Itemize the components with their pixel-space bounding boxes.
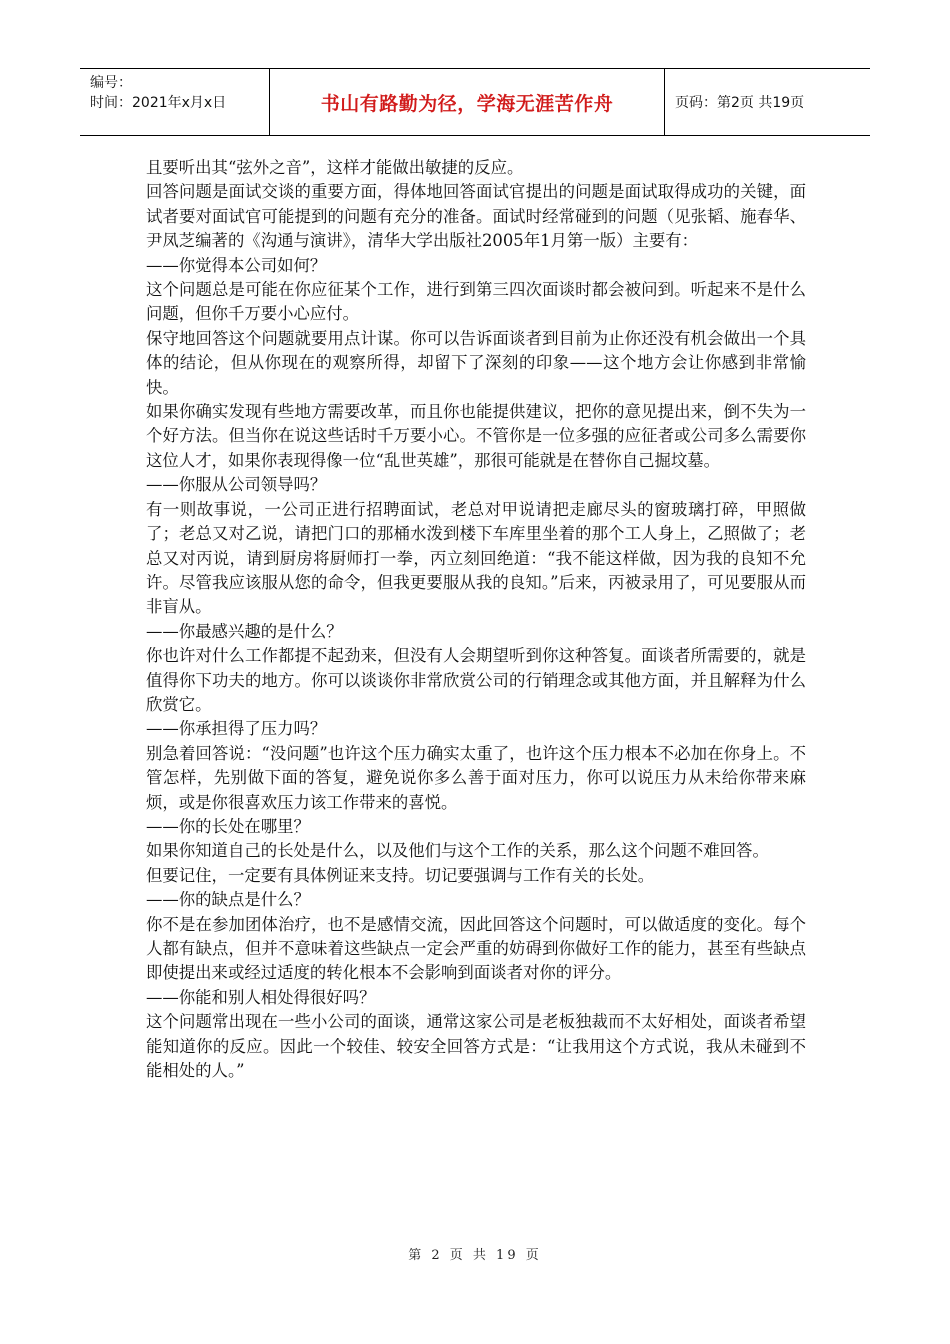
paragraph: 这个问题常出现在一些小公司的面谈，通常这家公司是老板独裁而不太好相处，面谈者希望能知道你的反应。因此一个较佳、较安全回答方式是：“让我用这个方式说，我从未碰到不能相处的人。” — [146, 1012, 806, 1081]
paragraph: 这个问题总是可能在你应征某个工作，进行到第三四次面谈时都会被问到。听起来不是什么问题，但你千万要小心应付。 — [146, 280, 806, 324]
header-page-info: 页码：第2页 共19页 — [675, 95, 805, 111]
page-header — [80, 68, 870, 136]
page-footer: 第 2 页 共 19 页 — [408, 1248, 542, 1263]
paragraph: 如果你确实发现有些地方需要改革，而且你也能提供建议，把你的意见提出来，倒不失为一个好方法。但当你在说这些话时千万要小心。不管你是一位多强的应征者或公司多么需要你这位人才，如果你表现得像一位“乱世英雄”，那很可能就是在替你自己掘坟墓。 — [146, 402, 806, 470]
paragraph: 你不是在参加团体治疗，也不是感情交流，因此回答这个问题时，可以做适度的变化。每个人都有缺点，但并不意味着这些缺点一定会严重的妨碍到你做好工作的能力，甚至有些缺点即使提出来或经过适度的转化根本不会影响到面谈者对你的评分。 — [146, 914, 806, 983]
question-heading: ——你承担得了压力吗？ — [146, 719, 327, 739]
header-motto: 书山有路勤为径，学海无涯苦作舟 — [270, 69, 665, 135]
paragraph: 且要听出其“弦外之音”，这样才能做出敏捷的反应。 — [146, 158, 524, 177]
question-heading: ——你服从公司领导吗？ — [146, 475, 327, 495]
paragraph: 但要记住，一定要有具体例证来支持。切记要强调与工作有关的长处。 — [146, 865, 655, 885]
question-heading: ——你觉得本公司如何？ — [146, 255, 327, 275]
paragraph: 别急着回答说：“没问题”也许这个压力确实太重了，也许这个压力根本不必加在你身上。不管怎样，先别做下面的答复，避免说你多么善于面对压力，你可以说压力从未给你带来麻烦，或是你很喜欢压力该工作带来的喜悦。 — [146, 743, 806, 812]
paragraph: 有一则故事说，一公司正进行招聘面试，老总对甲说请把走廊尽头的窗玻璃打碎，甲照做了；老总又对乙说，请把门口的那桶水泼到楼下车库里坐着的那个工人身上，乙照做了；老总又对丙说，请到厨房将厨师打一拳，丙立刻回绝道：“我不能这样做，因为我的良知不允许。尽管我应该服从您的命令，但我更要服从我的良知。”后来，丙被录用了，可见要服从而非盲从。 — [146, 499, 806, 617]
paragraph: 你也许对什么工作都提不起劲来，但没有人会期望听到你这种答复。面谈者所需要的，就是值得你下功夫的地方。你可以谈谈你非常欣赏公司的行销理念或其他方面，并且解释为什么欣赏它。 — [146, 646, 806, 714]
question-heading: ——你能和别人相处得很好吗？ — [146, 987, 376, 1007]
paragraph: 回答问题是面试交谈的重要方面，得体地回答面试官提出的问题是面试取得成功的关键，面试者要对面试官可能提到的问题有充分的准备。面试时经常碰到的问题（见张韬、施春华、尹凤芝编著的《沟通与演讲》，清华大学出版社2005年1月第一版）主要有： — [146, 182, 806, 251]
paragraph: 保守地回答这个问题就要用点计谋。你可以告诉面谈者到目前为止你还没有机会做出一个具体的结论，但从你现在的观察所得，却留下了深刻的印象——这个地方会让你感到非常愉快。 — [146, 328, 806, 397]
number-label: 编号： — [90, 75, 132, 91]
question-heading: ——你的缺点是什么？ — [146, 890, 310, 910]
time-label: 时间：2021年x月x日 — [90, 95, 227, 111]
header-meta — [80, 69, 270, 135]
question-heading: ——你最感兴趣的是什么？ — [146, 621, 343, 641]
document-body — [146, 156, 806, 1083]
question-heading: ——你的长处在哪里？ — [146, 816, 310, 836]
paragraph: 如果你知道自己的长处是什么，以及他们与这个工作的关系，那么这个问题不难回答。 — [146, 841, 769, 861]
